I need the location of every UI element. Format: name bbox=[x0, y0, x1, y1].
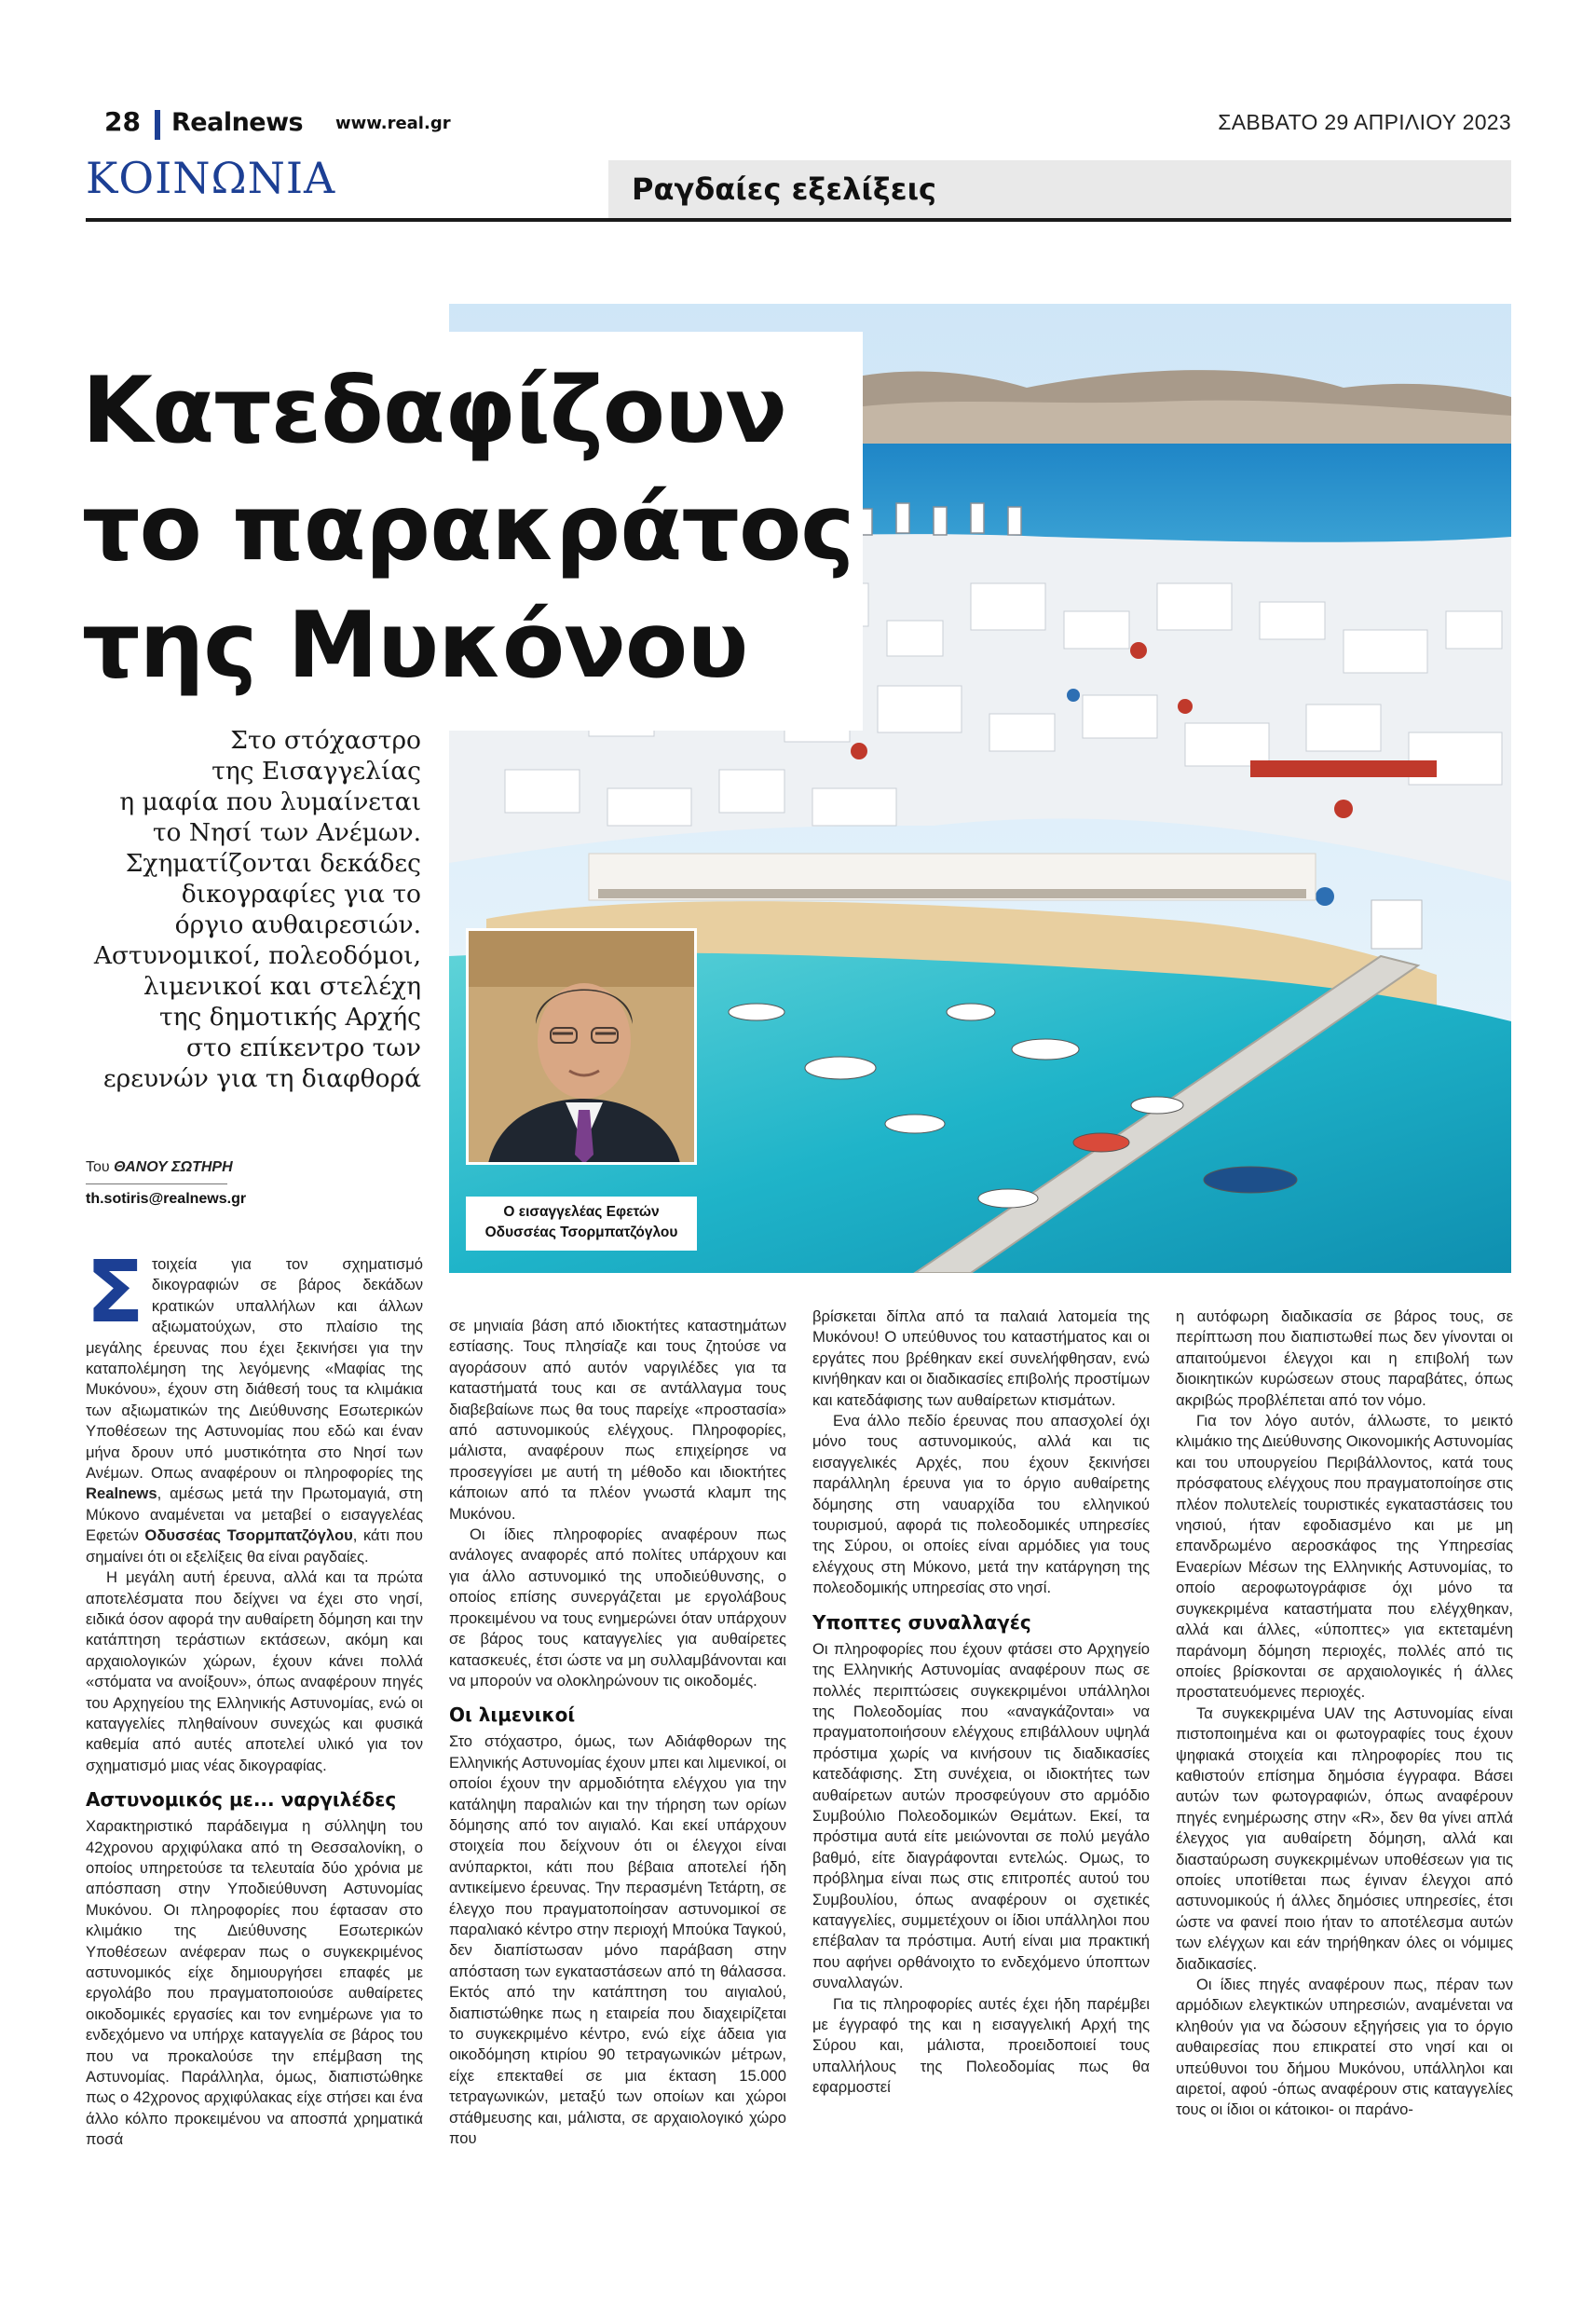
brand-logo: Realnews bbox=[171, 108, 304, 137]
headline-line: της Μυκόνου bbox=[82, 593, 748, 699]
paragraph: Ενα άλλο πεδίο έρευνας που απασχολεί όχι μόνο τους αστυνομικούς, αλλά και τις εισαγγελικές Αρχές, που έχουν ξεκινήσει παράλληλη έρευνα για το όργιο αυθαίρετης δόμησης στη ναυαρχίδα του ελληνικού τουρισμού, αφορά τις πολεοδομικές υπηρεσίες της Σύρου, οι οποίες είναι αρμόδιες για τους ελέγχους στη Μύκονο, μετά την κατάργηση της πολεοδομικής υπηρεσίας στο νησί. bbox=[812, 1412, 1150, 1597]
paragraph: Στο στόχαστρο, όμως, των Αδιάφθορων της Ελληνικής Αστυνομίας έχουν μπει και λιμενικοί, οι οποίοι έχουν την αρμοδιότητα ελέγχου για την κατάληψη παραλιών και την τήρηση των ορίων δόμησης από τον αιγιαλό. Και εκεί υπάρχουν στοιχεία που δείχνουν ότι οι έλεγχοι είναι ανύπαρκτοι, κάτι που βέβαια αποτελεί ήδη αντικείμενο έρευνας. Την περασμένη Τετάρτη, σε έλεγχο που πραγματοποίησαν αστυνομικοί σε παραλιακό κέντρο στην περιοχή Μπούκα Ταγκού, δεν διαπίστωσαν μόνο παράβαση στην απόσταση των εγκαταστάσεων από τη θάλασσα. Εκτός από την κατάπτηση του αιγιαλού, διαπιστώθηκε πως η εταιρεία που διαχειρίζεται το συγκεκριμένο κέντρο, ενώ είχε άδεια για οικοδόμηση κτιρίου 90 τετραγωνικών μέτρων, είχε επεκταθεί σε μια έκταση 15.000 τετραγωνικών, μεταξύ των οποίων και χώροι στάθμευσης και, μάλιστα, σε αρχαιολογικό χώρο που bbox=[449, 1732, 786, 2148]
paragraph: η αυτόφωρη διαδικασία σε βάρος τους, σε περίπτωση που διαπιστωθεί πως δεν γίνονται οι απαιτούμενοι έλεγχοι και η επιβολή των διοικητικών κυρώσεων στους παραβάτες, όπως ακριβώς προβλέπεται από τον νόμο. bbox=[1176, 1307, 1513, 1409]
lead-line: η μαφία που λυμαίνεται bbox=[119, 787, 421, 816]
paragraph: Χαρακτηριστικό παράδειγμα η σύλληψη του 42χρονου αρχιφύλακα από τη Θεσσαλονίκη, ο οποίος υπηρετούσε τα τελευταία δύο χρόνια με απόσπαση στην Υποδιεύθυνση Αστυνομίας Μυκόνου. Οι πληροφορίες που έφτασαν στο κλιμάκιο της Διεύθυνσης Εσωτερικών Υποθέσεων ανέφεραν πως ο συγκεκριμένος αστυνομικός είχε δημιουργήσει επαφές με εργολάβο που πραγματοποιούσε αυθαίρετες οικοδομικές εργασίες και τον ενημέρωνε για το ενδεχόμενο να υπήρχε καταγγελία σε βάρος του που να προκαλούσε την επέμβαση της Αστυνομίας. Παράλληλα, όμως, διαπιστώθηκε πως ο 42χρονος αρχιφύλακας είχε στήσει και ένα άλλο κόλπο προκειμένου να αποσπά χρηματικά ποσά bbox=[86, 1817, 423, 2149]
issue-date: ΣΑΒΒΑΤΟ 29 ΑΠΡΙΛΙΟΥ 2023 bbox=[1218, 110, 1511, 134]
text-run-bold: Realnews bbox=[86, 1484, 157, 1503]
column-4 bbox=[1176, 1306, 1513, 2121]
byline-rule bbox=[86, 1183, 227, 1184]
text-run-bold: Οδυσσέας Τσορμπατζόγλου bbox=[144, 1526, 353, 1545]
column-3 bbox=[812, 1306, 1150, 2099]
paragraph: Η μεγάλη αυτή έρευνα, αλλά και τα πρώτα αποτελέσματα που δείχνει να έχει στο νησί, ειδικά όσον αφορά την αυθαίρετη δόμηση και την κατάπτηση τεράστιων εκτάσεων, ακόμη και αρχαιολογικών χώρων, έχουν κάνει πολλά «στόματα να ανοίξουν», όπως αναφέρουν πηγές του Αρχηγείου της Ελληνικής Αστυνομίας, ενώ οι καταγγελίες πληθαίνουν συνεχώς και φυσικά καθεμία από αυτές αποτελεί υλικό για τον σχηματισμό μιας νέας δικογραφίας. bbox=[86, 1568, 423, 1774]
header-divider bbox=[155, 110, 160, 140]
lead-line: δικογραφίες για το bbox=[181, 880, 421, 909]
column-2 bbox=[449, 1316, 786, 2149]
drop-cap: Σ bbox=[86, 1242, 144, 1342]
paragraph: Οι ίδιες πηγές αναφέρουν πως, πέραν των αρμόδιων ελεγκτικών υπηρεσιών, αναμένεται να κληθούν για να δώσουν εξηγήσεις για το όργιο αυθαιρεσίας που επικρατεί στο νησί και οι υπεύθυνοι του δήμου Μυκόνου, υπάλληλοι και αιρετοί, αφού -όπως αναφέρουν στις καταγγελίες τους οι ίδιοι οι κάτοικοι- οι παράνο- bbox=[1176, 1976, 1513, 2119]
prosecutor-portrait bbox=[466, 928, 697, 1165]
paragraph: σε μηνιαία βάση από ιδιοκτήτες καταστημάτων εστίασης. Τους πλησίαζε και τους ζητούσε να αγοράσουν από αυτόν ναργιλέδες για τα καταστήματά τους και σε αντάλλαγμα τους διαβεβαίωνε πως θα τους παρείχε «προστασία» από αστυνομικούς ελέγχους. Πληροφορίες, μάλιστα, αναφέρουν πως επιχείρησε να προσεγγίσει με αυτή τη μέθοδο και ιδιοκτήτες κάποιων από τα πλέον γνωστά κλαμπ της Μυκόνου. bbox=[449, 1317, 786, 1523]
subheading: Οι λιμενικοί bbox=[449, 1703, 576, 1727]
section-tag: Ραγδαίες εξελίξεις bbox=[632, 171, 936, 207]
column-1 bbox=[86, 1242, 423, 2151]
subheading: Αστυνομικός με... ναργιλέδες bbox=[86, 1788, 397, 1812]
brand-url: www.real.gr bbox=[335, 114, 451, 133]
lead-line: της Εισαγγελίας bbox=[211, 757, 421, 786]
byline-prefix: Του bbox=[86, 1159, 110, 1175]
paragraph: Οι ίδιες πληροφορίες αναφέρουν πως ανάλογες αναφορές από πολίτες υπάρχουν και για άλλο αστυνομικό της υποδιεύθυνσης, ο οποίος επίσης συνεργάζεται με εργολάβους προκειμένου να τους ενημερώνει όταν υπάρχουν σε βάρος τους καταγγελίες για αυθαίρετες κατασκευές, έτσι ώστε να μη συλλαμβάνονται και να μπορούν να ολοκληρώνουν τις οικοδομές. bbox=[449, 1525, 786, 1690]
paragraph: βρίσκεται δίπλα από τα παλαιά λατομεία της Μυκόνου! Ο υπεύθυνος του καταστήματος και οι εργάτες που βρέθηκαν εκεί συνελήφθησαν, ενώ κινήθηκαν και οι διαδικασίες επιβολής προστίμων και κατεδάφισης των αυθαίρετων κτισμάτων. bbox=[812, 1307, 1150, 1409]
lead-line: όργιο αυθαιρεσιών. bbox=[174, 910, 421, 939]
lead-line: λιμενικοί και στελέχη bbox=[143, 972, 421, 1001]
lead-line: ερευνών για τη διαφθορά bbox=[102, 1064, 421, 1093]
text-run: , κάτι που σημαίνει ότι οι εξελίξεις θα είναι ραγδαίες. bbox=[86, 1526, 423, 1566]
subheading: Υποπτες συναλλαγές bbox=[812, 1610, 1031, 1634]
lead-line: Αστυνομικοί, πολεοδόμοι, bbox=[93, 941, 421, 970]
paragraph: Τα συγκεκριμένα UAV της Αστυνομίας είναι πιστοποιημένα και οι φωτογραφίες τους έχουν ψηφιακά στοιχεία και πληροφορίες που τις καθιστούν επίσημα δημόσια έγγραφα. Βάσει αυτών των φωτογραφιών, όπως αναφέρουν πηγές ενημέρωσης στην «R», δεν θα γίνει απλά έλεγχος για αυθαίρετη δόμηση, αλλά και διασταύρωση συγκεκριμένων υποθέσεων για τις οποίες υποτίθεται πως έγιναν έλεγχοι από αστυνομικούς ή άλλες δημόσιες υπηρεσίες, έτσι ώστε να φανεί ποιο ήταν το αποτέλεσμα αυτών των ελέγχων και εάν τηρήθηκαν όλες οι νόμιμες διαδικασίες. bbox=[1176, 1703, 1513, 1973]
lead-line: της δημοτικής Αρχής bbox=[158, 1003, 421, 1032]
headline bbox=[82, 352, 855, 705]
paragraph: Για τις πληροφορίες αυτές έχει ήδη παρέμβει με έγγραφό της και η εισαγγελική Αρχή της Σύρου και, μάλιστα, προειδοποιεί τους υπαλλήλους της Πολεοδομίας πως θα εφαρμοστεί bbox=[812, 1994, 1150, 2097]
page-header bbox=[86, 104, 1511, 145]
section-rule bbox=[86, 218, 1511, 222]
caption-line: Οδυσσέας Τσορμπατζόγλου bbox=[484, 1224, 678, 1240]
section-name: ΚΟΙΝΩΝΙΑ bbox=[86, 153, 336, 203]
lead-line: το Νησί των Ανέμων. bbox=[152, 818, 421, 847]
lead-line: Στο στόχαστρο bbox=[230, 726, 421, 755]
headline-line: Κατεδαφίζουν bbox=[82, 358, 787, 464]
photo-caption bbox=[466, 1202, 697, 1243]
paragraph: Οι πληροφορίες που έχουν φτάσει στο Αρχηγείο της Ελληνικής Αστυνομίας αναφέρουν πως σε πολλές περιπτώσεις συγκεκριμένοι υπάλληλοι της Πολεοδομίας που «αναγκάζονται» να πραγματοποιήσουν ελέγχους επιβάλλουν υψηλά πρόστιμα χωρίς να κινήσουν τις διαδικασίες κατεδάφισης. Στη συνέχεια, οι ιδιοκτήτες των αυθαίρετων αυτών προσφεύγουν στο αρμόδιο Συμβούλιο Πολεοδομικών Θεμάτων. Εκεί, τα πρόστιμα αυτά είτε μειώνονται σε πολύ μεγάλο βαθμό, είτε διαγράφονται εντελώς. Ομως, το πρόβλημα είναι πως στις επιτροπές αυτού του Συμβουλίου, όπως αναφέρουν οι σχετικές καταγγελίες, συμμετέχουν οι ίδιοι υπάλληλοι που επέβαλαν τα πρόστιμα. Αυτή είναι μια πρακτική που αφήνει ορθάνοιχτο το ενδεχόμενο ύποπτων συναλλαγών. bbox=[812, 1639, 1150, 1992]
paragraph: Για τον λόγο αυτόν, άλλωστε, το μεικτό κλιμάκιο της Διεύθυνσης Οικονομικής Αστυνομίας και του υπουργείου Περιβάλλοντος, κατά τους πρόσφατους ελέγχους που πραγματοποίησε στις πλέον πολυτελείς τουριστικές εγκαταστάσεις του νησιού, ήταν εφοδιασμένο και με μη επανδρωμένο αεροσκάφος της Υπηρεσίας Εναερίων Μέσων της Ελληνικής Αστυνομίας, το οποίο αεροφωτογράφισε όχι μόνο τα συγκεκριμένα καταστήματα που ελέγχθηκαν, αλλά και άλλες, «ύποπτες» για εκτεταμένη παράνομη δόμηση περιοχές, πολλές από τις οποίες βρίσκονται σε αρχαιολογικές ή άλλες προστατευόμενες περιοχές. bbox=[1176, 1412, 1513, 1702]
lead-line: στο επίκεντρο των bbox=[185, 1033, 421, 1062]
text-run: τοιχεία για τον σχηματισμό δικογραφιών σε βάρος δεκάδων κρατικών υπαλλήλων και άλλων αξιωματούχων, στο πλαίσιο της μεγάλης έρευνας που έχει ξεκινήσει για την καταπολέμηση της λεγόμενης «Μαφίας της Μυκόνου», έχουν στη διάθεσή τους τα κλιμάκια των αξιωματικών της Διεύθυνσης Εσωτερικών Υποθέσεων της Αστυνομίας που εδώ και έναν μήνα δρουν υπό μυστικότητα στο Νησί των Ανέμων. Οπως αναφέρουν οι πληροφορίες της bbox=[86, 1255, 423, 1483]
caption-line: Ο εισαγγελέας Εφετών bbox=[503, 1204, 660, 1220]
author-email[interactable]: th.sotiris@realnews.gr bbox=[86, 1191, 247, 1207]
headline-line: το παρακράτος bbox=[82, 475, 854, 581]
lead-line: Σχηματίζονται δεκάδες bbox=[125, 849, 421, 878]
byline-author: ΘΑΝΟΥ ΣΩΤΗΡΗ bbox=[114, 1159, 233, 1175]
text-run: , αμέσως μετά την Πρωτομαγιά, στη Μύκονο αναμένεται να μεταβεί ο εισαγγελέας Εφετών bbox=[86, 1484, 423, 1545]
page-number: 28 bbox=[104, 106, 141, 137]
byline bbox=[86, 1159, 233, 1176]
article-lead bbox=[65, 725, 421, 1094]
